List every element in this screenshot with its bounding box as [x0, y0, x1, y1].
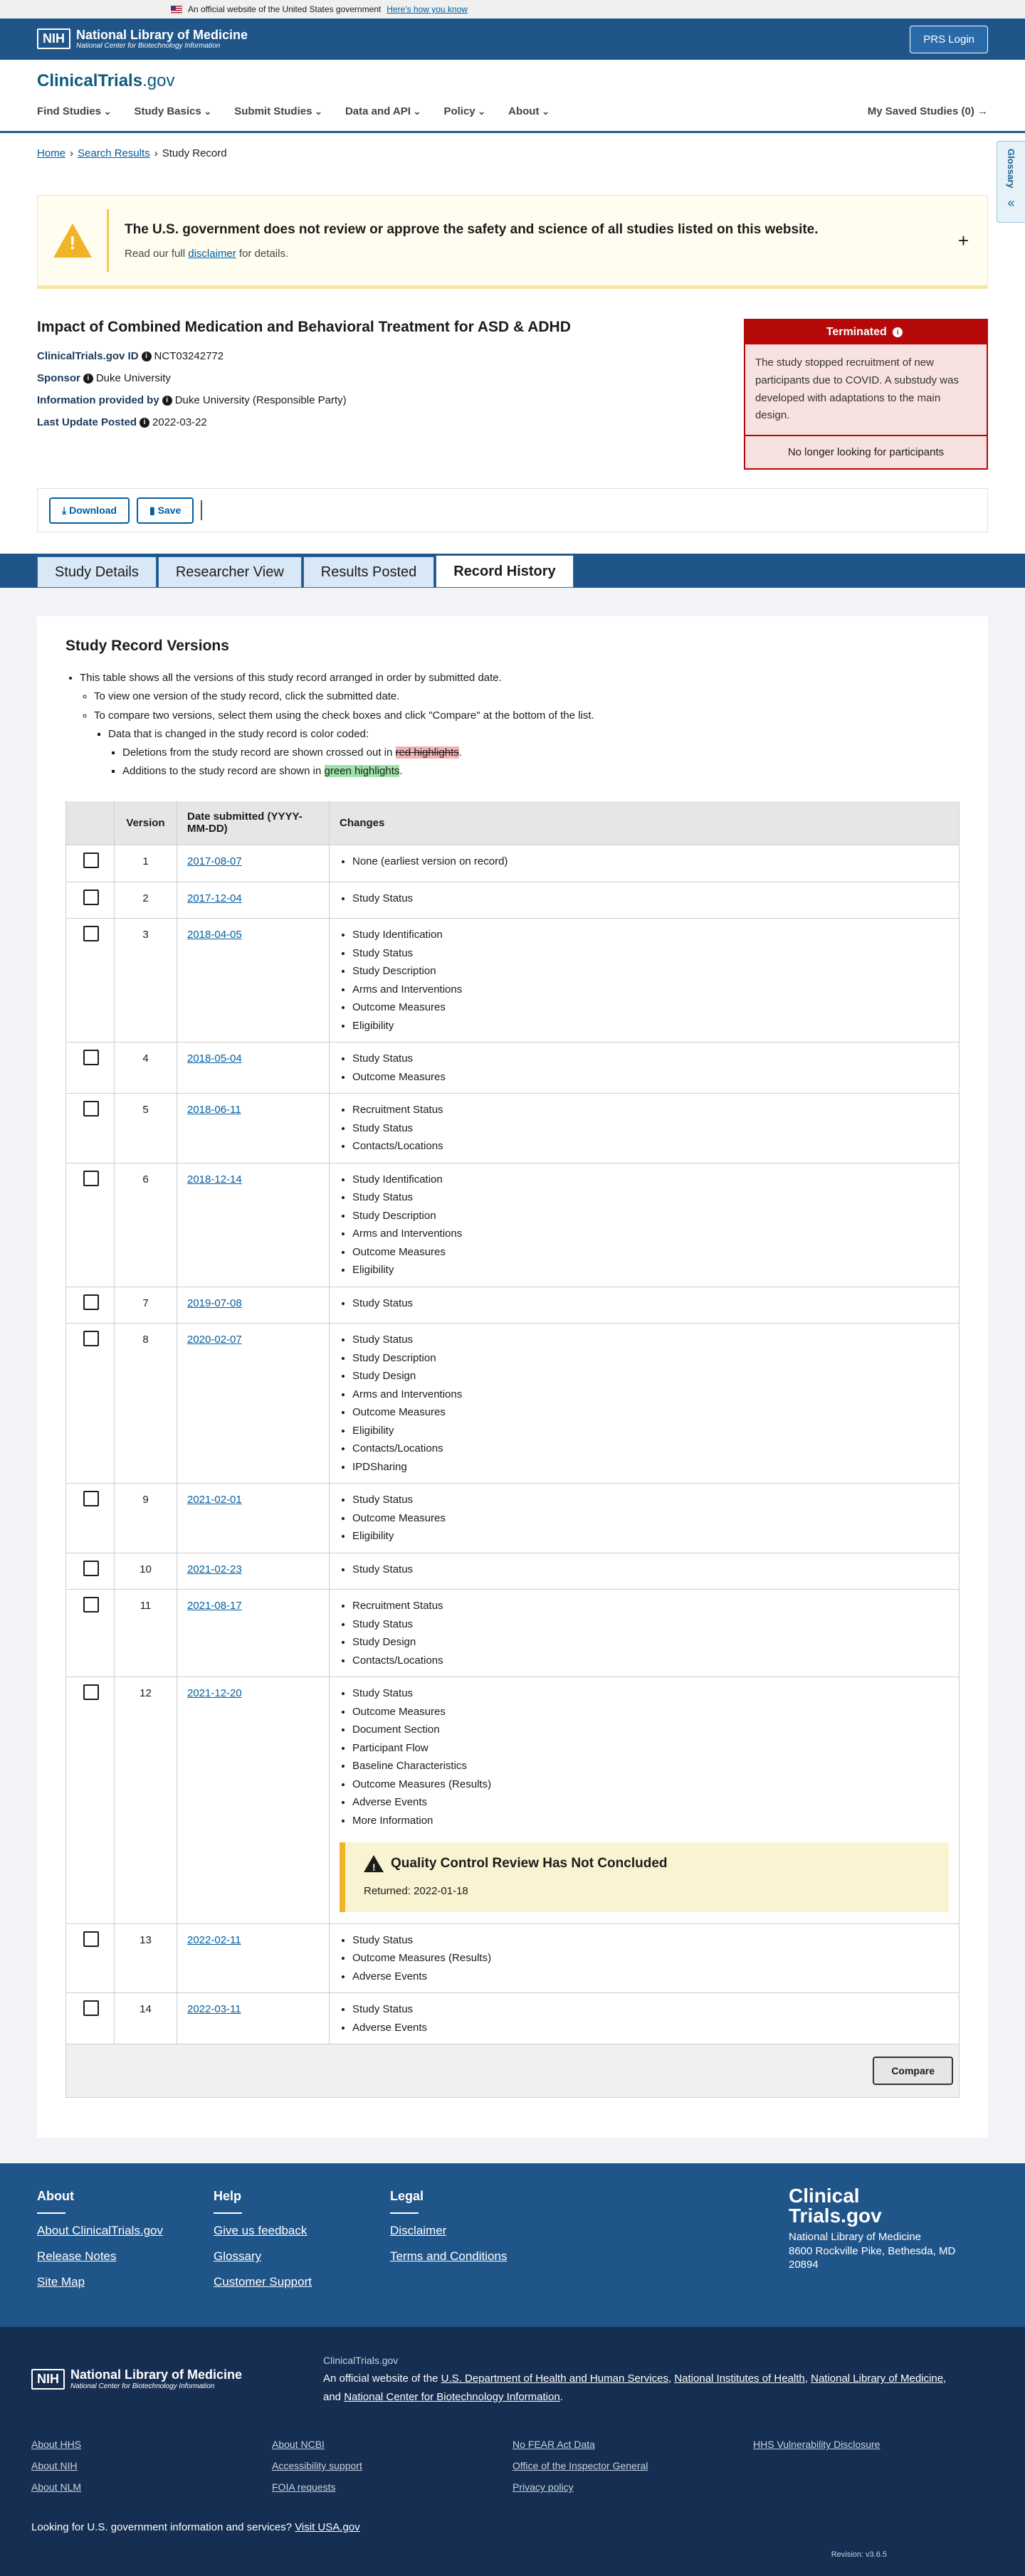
warning-icon: [38, 209, 109, 272]
alert-heading: The U.S. government does not review or approve the safety and science of all studies listed on this website.: [125, 221, 819, 237]
version-number: 7: [115, 1287, 177, 1324]
breadcrumb-separator: ›: [70, 147, 74, 159]
date-cell: [177, 845, 330, 882]
change-item: • Study Design: [352, 1367, 949, 1385]
changes-cell: [330, 1324, 960, 1484]
version-number: 6: [115, 1163, 177, 1287]
heres-how-you-know-link[interactable]: Here's how you know: [387, 4, 468, 14]
footer-address: 8600 Rockville Pike, Bethesda, MD 20894: [789, 2244, 956, 2271]
prs-login-button[interactable]: PRS Login: [910, 26, 988, 53]
sponsor-label: Sponsor: [37, 372, 80, 384]
nav-submit-studies[interactable]: Submit Studies ⌄: [234, 105, 322, 117]
info-icon[interactable]: i: [893, 327, 903, 337]
usa-text: Looking for U.S. government information and services?: [31, 2521, 293, 2534]
select-cell: [66, 1484, 115, 1553]
instructions: [65, 669, 960, 781]
info-icon[interactable]: i: [162, 396, 172, 406]
change-item: • Study Description: [352, 1207, 949, 1225]
change-item: • Eligibility: [352, 1017, 949, 1035]
date-cell: [177, 919, 330, 1042]
table-row: [66, 1484, 960, 1553]
version-checkbox[interactable]: [83, 1561, 99, 1576]
change-item: • Study Status: [352, 1119, 949, 1138]
date-cell: [177, 1094, 330, 1163]
version-date-link[interactable]: 2021-08-17: [187, 1600, 242, 1612]
download-icon: ⤓: [62, 504, 70, 516]
nct-id: NCT03242772: [154, 350, 224, 362]
footer-legal: [390, 2189, 567, 2306]
change-item: • Eligibility: [352, 1261, 949, 1279]
alert-text-pre: Read our full: [125, 247, 186, 260]
record-history-section: [0, 588, 1025, 2163]
select-cell: [66, 1553, 115, 1590]
info-provided-label: Information provided by: [37, 394, 159, 406]
change-item: • Study Status: [352, 1294, 949, 1313]
change-item: • Outcome Measures: [352, 998, 949, 1017]
change-item: • Eligibility: [352, 1527, 949, 1546]
sponsor-value: Duke University: [95, 372, 171, 384]
change-item: • Study Identification: [352, 926, 949, 944]
breadcrumb: [0, 133, 1025, 174]
save-button[interactable]: [137, 497, 194, 524]
change-item: • Study Status: [352, 1931, 949, 1950]
version-date-link[interactable]: 2021-12-20: [187, 1687, 242, 1699]
version-date-link[interactable]: 2022-03-11: [187, 2003, 241, 2016]
nlm-link[interactable]: National Library of Medicine: [811, 2372, 944, 2385]
version-checkbox[interactable]: [83, 2000, 99, 2016]
breadcrumb-search-results[interactable]: Search Results: [78, 147, 150, 159]
footer-link[interactable]: About ClinicalTrials.gov: [37, 2224, 163, 2238]
change-item: • Recruitment Status: [352, 1101, 949, 1119]
select-cell: [66, 1923, 115, 1993]
tab-researcher-view[interactable]: Researcher View: [158, 556, 302, 588]
select-cell: [66, 1094, 115, 1163]
table-row: [66, 1042, 960, 1094]
instruction-item: [108, 725, 960, 781]
change-item: • Arms and Interventions: [352, 981, 949, 999]
instruction-item: [94, 707, 960, 781]
table-footer: [65, 2044, 960, 2098]
table-row: [66, 1094, 960, 1163]
footer-link[interactable]: No FEAR Act Data: [512, 2439, 595, 2451]
changes-cell: [330, 1553, 960, 1590]
version-date-link[interactable]: 2018-06-11: [187, 1104, 241, 1116]
version-number: 4: [115, 1042, 177, 1094]
actions-bar: [37, 488, 988, 532]
footer-nih-logo[interactable]: [31, 2353, 295, 2406]
version-date-link[interactable]: 2019-07-08: [187, 1297, 242, 1309]
footer-link[interactable]: Terms and Conditions: [390, 2249, 508, 2264]
footer-link[interactable]: About NCBI: [272, 2439, 325, 2451]
study-tabs: [0, 554, 1025, 588]
change-item: • Study Status: [352, 1331, 949, 1349]
version-date-link[interactable]: 2021-02-01: [187, 1494, 242, 1506]
footer-link[interactable]: About NIH: [31, 2460, 78, 2472]
gov-banner-text: An official website of the United States government: [188, 4, 382, 14]
version-number: 5: [115, 1094, 177, 1163]
footer-link[interactable]: Accessibility support: [272, 2460, 362, 2472]
version-date-link[interactable]: 2022-02-11: [187, 1933, 241, 1946]
footer-link[interactable]: FOIA requests: [272, 2481, 336, 2493]
change-item: • Arms and Interventions: [352, 1385, 949, 1404]
alert-text-post: for details.: [238, 247, 289, 260]
instruction-text: Deletions from the study record are shown crossed out in: [122, 746, 393, 759]
version-date-link[interactable]: 2017-12-04: [187, 892, 242, 904]
nlm-title: National Library of Medicine: [70, 2368, 243, 2382]
version-date-link[interactable]: 2018-12-14: [187, 1173, 242, 1186]
change-item: • Document Section: [352, 1721, 949, 1739]
select-cell: [66, 1287, 115, 1324]
changes-cell: [330, 1287, 960, 1324]
changes-cell: [330, 1163, 960, 1287]
footer-link[interactable]: Office of the Inspector General: [512, 2460, 648, 2472]
version-checkbox[interactable]: [83, 852, 99, 868]
saved-studies-label: My Saved Studies (0): [867, 105, 974, 117]
warning-icon: [364, 1855, 384, 1872]
footer-site-name: ClinicalTrials.gov: [323, 2355, 399, 2367]
ncbi-link[interactable]: National Center for Biotechnology Information: [344, 2390, 560, 2403]
info-provided-value: Duke University (Responsible Party): [174, 394, 347, 406]
breadcrumb-current: Study Record: [162, 147, 227, 159]
change-item: • Study Status: [352, 944, 949, 963]
footer-link[interactable]: Disclaimer: [390, 2224, 447, 2238]
version-date-link[interactable]: 2018-05-04: [187, 1052, 242, 1065]
version-checkbox[interactable]: [83, 1684, 99, 1700]
version-checkbox[interactable]: [83, 1331, 99, 1346]
versions-heading: Study Record Versions: [65, 638, 229, 654]
nih-logo[interactable]: [37, 28, 248, 51]
version-checkbox[interactable]: [83, 1101, 99, 1117]
ct-logo[interactable]: [37, 71, 988, 91]
changes-cell: [330, 1923, 960, 1993]
date-cell: [177, 1324, 330, 1484]
nav-policy[interactable]: Policy ⌄: [443, 105, 485, 117]
nav-about[interactable]: About ⌄: [508, 105, 550, 117]
select-cell: [66, 845, 115, 882]
changes-column-header: Changes: [330, 801, 960, 845]
info-icon[interactable]: i: [142, 352, 152, 361]
date-cell: [177, 882, 330, 919]
disclaimer-alert: [37, 195, 988, 289]
status-label: Terminated: [826, 326, 887, 338]
date-cell: [177, 1677, 330, 1924]
instruction-item: ▪ Deletions from the study record are shown crossed out in red highlights.: [122, 744, 960, 762]
version-checkbox[interactable]: [83, 1050, 99, 1065]
nav-study-basics[interactable]: Study Basics ⌄: [135, 105, 212, 117]
select-cell: [66, 1590, 115, 1677]
date-cell: [177, 1590, 330, 1677]
change-item: • Study Description: [352, 962, 949, 981]
ct-logo-main: ClinicalTrials: [37, 71, 143, 90]
change-item: • IPDSharing: [352, 1458, 949, 1477]
table-row: [66, 882, 960, 919]
select-cell: [66, 919, 115, 1042]
nlm-title: National Library of Medicine: [76, 27, 248, 42]
red-highlight-sample: red highlights: [395, 746, 459, 759]
info-icon[interactable]: i: [140, 418, 149, 428]
version-checkbox[interactable]: [83, 1294, 99, 1310]
date-cell: [177, 1923, 330, 1993]
footer-help-heading: Help: [214, 2189, 242, 2204]
version-checkbox[interactable]: [83, 890, 99, 905]
footer-link[interactable]: Give us feedback: [214, 2224, 308, 2238]
changes-cell: [330, 1484, 960, 1553]
version-number: 11: [115, 1590, 177, 1677]
footer-ct-logo: [789, 2186, 974, 2272]
version-date-link[interactable]: 2021-02-23: [187, 1563, 242, 1575]
arrow-right-icon: →: [974, 105, 988, 117]
breadcrumb-home[interactable]: Home: [37, 147, 66, 159]
version-checkbox[interactable]: [83, 1171, 99, 1186]
footer-logo-line2: Trials.gov: [789, 2205, 882, 2227]
changes-cell: [330, 1677, 960, 1924]
table-row: [66, 1923, 960, 1993]
changes-cell: [330, 1042, 960, 1094]
change-item: • Baseline Characteristics: [352, 1757, 949, 1775]
version-date-link[interactable]: 2020-02-07: [187, 1334, 242, 1346]
ncbi-subtitle: National Center for Biotechnology Information: [70, 2382, 215, 2391]
change-item: • Outcome Measures: [352, 1243, 949, 1262]
date-cell: [177, 1484, 330, 1553]
site-footer: [0, 2163, 1025, 2327]
main-nav: [37, 105, 550, 117]
change-item: • Study Status: [352, 1188, 949, 1207]
expand-plus-icon[interactable]: +: [957, 230, 969, 251]
nih-bar: [0, 19, 1025, 60]
change-item: • Outcome Measures: [352, 1403, 949, 1422]
government-footer: NIH National Library of Medicine National Center for Biotechnology Information ClinicalTrials.gov An official website of the U.S. Department of Health and Human Services, National Institutes of Health, National Library of Medicine, and National Center for Biotechnology Information. About HHS About NIH About NLM About NCBI Accessibility support FOIA requests No FEAR Act Data Office of the Inspector General Privacy policy HHS Vulnerability Disclosure Looking for U.S. government information and services? Visit USA.gov Revision: v3.6.5: [0, 2327, 1025, 2576]
tab-record-history[interactable]: Record History: [436, 555, 573, 588]
recruiting-status: No longer looking for participants: [745, 436, 987, 468]
qc-returned: Returned: 2022-01-18: [364, 1885, 468, 1898]
change-item: • Study Description: [352, 1349, 949, 1368]
date-cell: [177, 1993, 330, 2044]
version-checkbox[interactable]: [83, 1597, 99, 1612]
footer-link[interactable]: Privacy policy: [512, 2481, 574, 2493]
version-number: 9: [115, 1484, 177, 1553]
green-highlight-sample: green highlights: [324, 765, 400, 778]
footer-link[interactable]: HHS Vulnerability Disclosure: [753, 2439, 881, 2451]
footer-link[interactable]: Release Notes: [37, 2249, 117, 2264]
change-item: • Contacts/Locations: [352, 1652, 949, 1670]
hhs-link[interactable]: U.S. Department of Health and Human Services: [441, 2372, 668, 2385]
changes-cell: [330, 1094, 960, 1163]
instruction-text: To compare two versions, select them using the check boxes and click "Compare" at the bottom of the list.: [94, 709, 594, 722]
change-item: • Study Status: [352, 1684, 949, 1703]
table-row: [66, 1590, 960, 1677]
footer-about: [37, 2189, 214, 2306]
disclaimer-link[interactable]: disclaimer: [188, 247, 236, 260]
version-number: 2: [115, 882, 177, 919]
table-row: [66, 1163, 960, 1287]
change-item: • None (earliest version on record): [352, 852, 949, 871]
table-row: [66, 845, 960, 882]
version-column-header: Version: [115, 801, 177, 845]
version-number: 3: [115, 919, 177, 1042]
select-cell: [66, 882, 115, 919]
change-item: • Adverse Events: [352, 1968, 949, 1986]
bookmark-icon: ▮: [149, 504, 158, 516]
table-row: [66, 1677, 960, 1924]
version-checkbox[interactable]: [83, 926, 99, 941]
footer-link[interactable]: About NLM: [31, 2481, 82, 2493]
ncbi-subtitle: National Center for Biotechnology Information: [76, 42, 221, 51]
select-column-header: [66, 801, 115, 845]
change-item: • Outcome Measures (Results): [352, 1949, 949, 1968]
version-number: 13: [115, 1923, 177, 1993]
info-icon[interactable]: i: [83, 374, 93, 384]
instruction-text: Additions to the study record are shown in: [122, 765, 322, 778]
version-number: 14: [115, 1993, 177, 2044]
change-item: • Outcome Measures: [352, 1509, 949, 1528]
nih-logo-mark: NIH: [31, 2369, 65, 2390]
instruction-text: Data that is changed in the study record is color coded:: [108, 727, 369, 740]
tab-study-details[interactable]: Study Details: [37, 556, 157, 588]
footer-legal-heading: Legal: [390, 2189, 424, 2204]
site-header: [0, 60, 1025, 133]
instruction-text: To view one version of the study record, click the submitted date.: [94, 690, 400, 703]
instruction-item: [80, 669, 960, 781]
status-reason: The study stopped recruitment of new participants due to COVID. A substudy was developed with adaptations to the main design.: [745, 344, 987, 436]
gov-banner: [0, 0, 1025, 19]
download-label: Download: [69, 504, 117, 516]
footer-links: [31, 2439, 994, 2503]
divider: [201, 500, 202, 520]
ct-logo-suffix: .gov: [142, 71, 175, 90]
official-text: An official website of the: [323, 2372, 438, 2385]
qc-title: Quality Control Review Has Not Concluded: [391, 1856, 668, 1871]
version-checkbox[interactable]: [83, 1931, 99, 1947]
nct-id-label: ClinicalTrials.gov ID: [37, 350, 139, 362]
footer-link[interactable]: About HHS: [31, 2439, 82, 2451]
change-item: • Adverse Events: [352, 1793, 949, 1812]
changes-cell: [330, 882, 960, 919]
change-item: • Study Status: [352, 1561, 949, 1579]
version-checkbox[interactable]: [83, 1491, 99, 1506]
footer-logo-line1: Clinical: [789, 2185, 860, 2207]
nav-find-studies[interactable]: Find Studies ⌄: [37, 105, 112, 117]
nav-data-api[interactable]: Data and API ⌄: [345, 105, 421, 117]
version-number: 12: [115, 1677, 177, 1924]
change-item: • Study Status: [352, 2000, 949, 2019]
last-update-label: Last Update Posted: [37, 416, 137, 428]
change-item: • Adverse Events: [352, 2019, 949, 2037]
change-item: • Study Identification: [352, 1171, 949, 1189]
footer-nlm: National Library of Medicine: [789, 2231, 921, 2244]
change-item: • Recruitment Status: [352, 1597, 949, 1615]
study-summary: [0, 289, 1025, 470]
select-cell: [66, 1163, 115, 1287]
table-row: [66, 1993, 960, 2044]
date-cell: [177, 1553, 330, 1590]
and-text: and: [323, 2390, 342, 2403]
table-row: [66, 919, 960, 1042]
glossary-label: Glossary: [1006, 149, 1016, 189]
footer-help: [214, 2189, 390, 2306]
tab-results-posted[interactable]: Results Posted: [303, 556, 435, 588]
changes-cell: [330, 919, 960, 1042]
change-item: • Outcome Measures (Results): [352, 1775, 949, 1794]
footer-link[interactable]: Glossary: [214, 2249, 262, 2264]
change-item: • Outcome Measures: [352, 1703, 949, 1721]
breadcrumb-separator: ›: [154, 147, 158, 159]
nih-logo-mark: NIH: [37, 28, 70, 49]
changes-cell: [330, 845, 960, 882]
change-item: • Study Status: [352, 1615, 949, 1634]
glossary-tab[interactable]: [997, 141, 1025, 223]
version-number: 8: [115, 1324, 177, 1484]
us-flag-icon: [171, 6, 182, 14]
chevrons-left-icon: «: [1007, 195, 1015, 210]
change-item: • More Information: [352, 1812, 949, 1830]
qc-review-alert: [340, 1842, 949, 1912]
version-number: 10: [115, 1553, 177, 1590]
change-item: • Study Status: [352, 1050, 949, 1068]
compare-button[interactable]: Compare: [873, 2057, 953, 2085]
instruction-item: ▪ Additions to the study record are shown in green highlights.: [122, 762, 960, 781]
revision-label: Revision: v3.6.5: [831, 2550, 887, 2560]
change-item: • Eligibility: [352, 1422, 949, 1440]
change-item: • Study Design: [352, 1633, 949, 1652]
status-box: [744, 319, 988, 470]
date-cell: [177, 1042, 330, 1094]
table-row: [66, 1324, 960, 1484]
instruction-item: [94, 687, 960, 706]
change-item: • Participant Flow: [352, 1739, 949, 1758]
change-item: • Study Status: [352, 890, 949, 908]
versions-table: [65, 801, 960, 2044]
version-date-link[interactable]: 2018-04-05: [187, 929, 242, 941]
version-number: 1: [115, 845, 177, 882]
date-column-header: Date submitted (YYYY-MM-DD): [177, 801, 330, 845]
study-title: Impact of Combined Medication and Behavioral Treatment for ASD & ADHD: [37, 319, 571, 335]
change-item: • Study Status: [352, 1491, 949, 1509]
change-item: • Outcome Measures: [352, 1068, 949, 1087]
saved-studies-link[interactable]: [868, 105, 988, 117]
select-cell: [66, 1324, 115, 1484]
footer-about-heading: About: [37, 2189, 74, 2204]
record-history-card: [37, 616, 988, 2138]
changes-cell: [330, 1590, 960, 1677]
change-item: • Contacts/Locations: [352, 1440, 949, 1458]
change-item: • Contacts/Locations: [352, 1137, 949, 1156]
changes-cell: [330, 1993, 960, 2044]
nih-link[interactable]: National Institutes of Health: [674, 2372, 805, 2385]
change-item: • Arms and Interventions: [352, 1225, 949, 1243]
download-button[interactable]: [49, 497, 130, 524]
select-cell: [66, 1042, 115, 1094]
select-cell: [66, 1677, 115, 1924]
usa-gov-link[interactable]: Visit USA.gov: [295, 2521, 360, 2534]
footer-link[interactable]: Customer Support: [214, 2275, 312, 2289]
table-row: [66, 1287, 960, 1324]
save-label: Save: [157, 504, 182, 516]
footer-link[interactable]: Site Map: [37, 2275, 85, 2289]
select-cell: [66, 1993, 115, 2044]
table-row: [66, 1553, 960, 1590]
version-date-link[interactable]: 2017-08-07: [187, 855, 242, 867]
date-cell: [177, 1287, 330, 1324]
instruction-text: This table shows all the versions of this study record arranged in order by submitted date.: [80, 672, 502, 684]
date-cell: [177, 1163, 330, 1287]
last-update-value: 2022-03-22: [152, 416, 207, 428]
